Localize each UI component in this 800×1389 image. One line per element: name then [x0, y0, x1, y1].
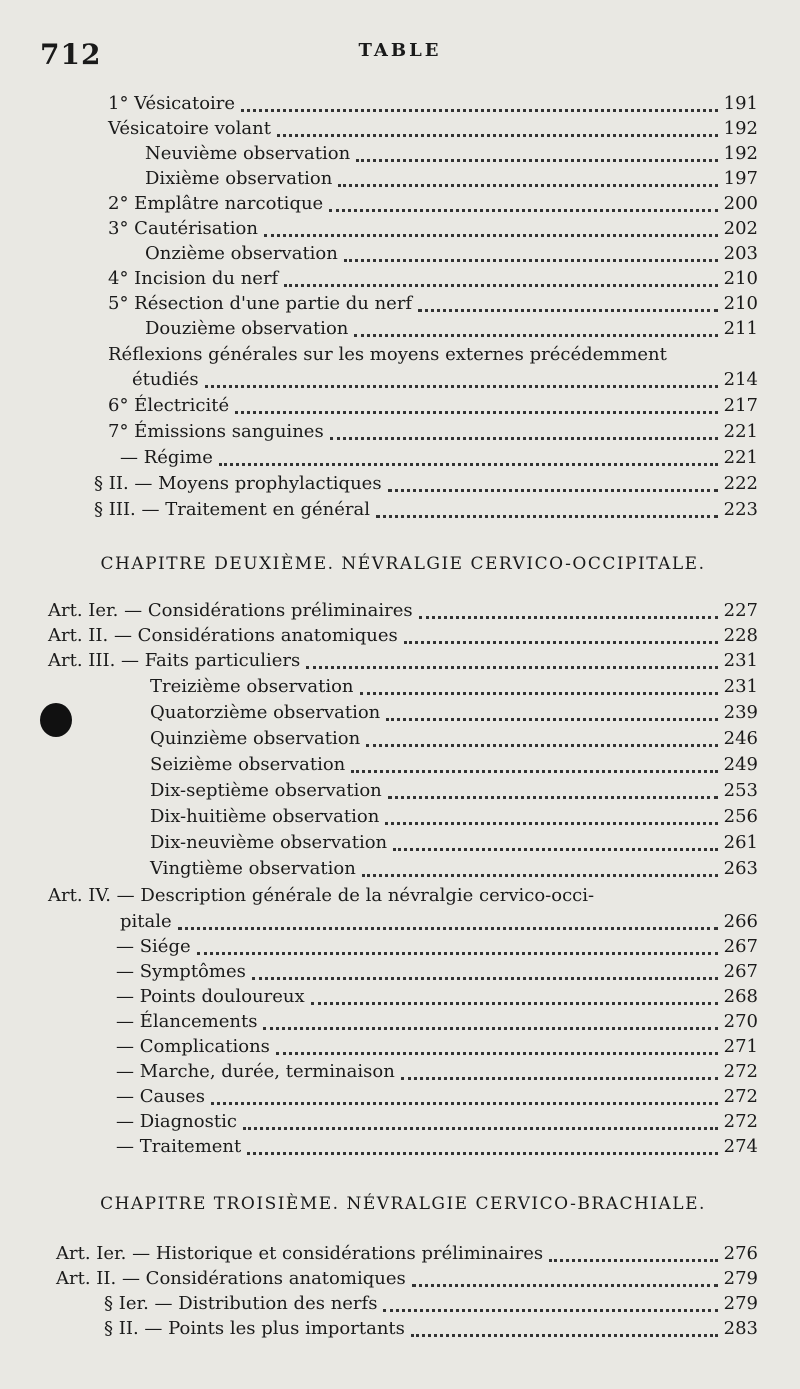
toc-entry: Quinzième observation 246: [150, 728, 758, 749]
toc-entry-continued: Art. IV. — Description générale de la névralgie cervico-occi-: [48, 885, 595, 906]
chapter-heading: CHAPITRE DEUXIÈME. NÉVRALGIE CERVICO-OCCIPITALE.: [100, 554, 706, 574]
toc-entry: Dix-huitième observation 256: [150, 806, 758, 827]
toc-entry: Dix-neuvième observation 261: [150, 832, 758, 853]
toc-entry: 5° Résection d'une partie du nerf 210: [108, 293, 758, 314]
toc-entry: pitale 266: [120, 911, 758, 932]
toc-entry: — Marche, durée, terminaison 272: [116, 1061, 758, 1082]
toc-entry: 1° Vésicatoire 191: [108, 93, 758, 114]
running-title: TABLE: [358, 40, 442, 61]
toc-entry: Dix-septième observation 253: [150, 780, 758, 801]
toc-entry: — Causes 272: [116, 1086, 758, 1107]
toc-entry: Art. III. — Faits particuliers 231: [48, 650, 758, 671]
toc-entry: Art. II. — Considérations anatomiques 228: [48, 625, 758, 646]
toc-entry: § II. — Moyens prophylactiques 222: [94, 473, 758, 494]
toc-entry: — Régime 221: [120, 447, 758, 468]
toc-entry-continued: Réflexions générales sur les moyens externes précédemment: [108, 344, 667, 365]
toc-entry: Onzième observation 203: [145, 243, 758, 264]
toc-entry: étudiés 214: [132, 369, 758, 390]
toc-entry: Art. Ier. — Considérations préliminaires 227: [48, 600, 758, 621]
toc-entry: Vésicatoire volant 192: [108, 118, 758, 139]
page-number: 712: [40, 38, 102, 71]
toc-entry: 3° Cautérisation 202: [108, 218, 758, 239]
toc-entry: Treizième observation 231: [150, 676, 758, 697]
toc-entry: — Élancements 270: [116, 1011, 758, 1032]
toc-entry: Art. II. — Considérations anatomiques 279: [56, 1268, 758, 1289]
toc-entry: § Ier. — Distribution des nerfs 279: [104, 1293, 758, 1314]
toc-entry: Seizième observation 249: [150, 754, 758, 775]
toc-entry: Neuvième observation 192: [145, 143, 758, 164]
toc-entry: Dixième observation 197: [145, 168, 758, 189]
chapter-heading: CHAPITRE TROISIÈME. NÉVRALGIE CERVICO-BRACHIALE.: [100, 1194, 706, 1214]
toc-entry: — Symptômes 267: [116, 961, 758, 982]
toc-entry: — Traitement 274: [116, 1136, 758, 1157]
ink-blot-mark: [40, 703, 72, 737]
toc-entry: — Complications 271: [116, 1036, 758, 1057]
toc-entry: § III. — Traitement en général 223: [94, 499, 758, 520]
toc-entry: — Siége 267: [116, 936, 758, 957]
toc-entry: § II. — Points les plus importants 283: [104, 1318, 758, 1339]
toc-entry: 6° Électricité 217: [108, 395, 758, 416]
page-header: [0, 38, 800, 78]
toc-entry: Quatorzième observation 239: [150, 702, 758, 723]
toc-entry: 4° Incision du nerf 210: [108, 268, 758, 289]
toc-entry: 2° Emplâtre narcotique 200: [108, 193, 758, 214]
toc-entry: Vingtième observation 263: [150, 858, 758, 879]
toc-entry: — Points douloureux 268: [116, 986, 758, 1007]
toc-entry: Douzième observation 211: [145, 318, 758, 339]
toc-entry: 7° Émissions sanguines 221: [108, 421, 758, 442]
toc-entry: Art. Ier. — Historique et considérations préliminaires 276: [56, 1243, 758, 1264]
toc-entry: — Diagnostic 272: [116, 1111, 758, 1132]
